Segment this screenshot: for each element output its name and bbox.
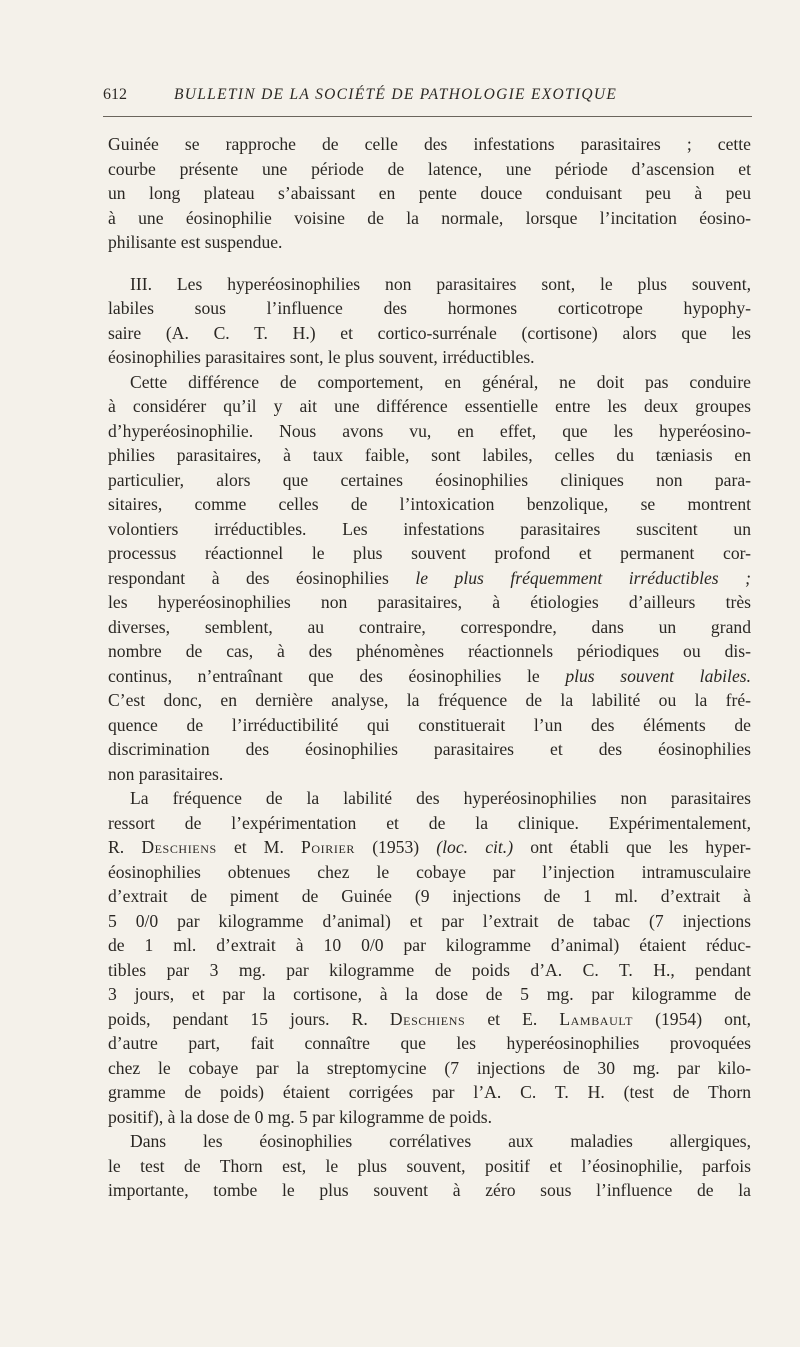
text-line: chez le cobaye par la streptomycine (7 injections de 30 mg. par kilo- bbox=[108, 1057, 751, 1078]
text-line: éosinophilies obtenues chez le cobaye par l’injection intramusculaire bbox=[108, 861, 751, 882]
text-line: d’hyperéosinophilie. Nous avons vu, en effet, que les hyperéosino- bbox=[108, 420, 751, 441]
text-line: éosinophilies parasitaires sont, le plus souvent, irréductibles. bbox=[108, 347, 535, 367]
text-segment: ont établi que les hyper- bbox=[513, 837, 751, 857]
text-line: La fréquence de la labilité des hyperéosinophilies non parasitaires bbox=[130, 788, 751, 808]
text-segment: poids, pendant 15 jours. R. bbox=[108, 1008, 390, 1029]
text-line: d’autre part, fait connaître que les hyperéosinophilies provoquées bbox=[108, 1033, 751, 1053]
text-segment: et E. bbox=[465, 1008, 560, 1029]
text-line bbox=[108, 664, 751, 689]
text-line: ressort de l’expérimentation et de la clinique. Expérimentalement, bbox=[108, 812, 751, 833]
page-number: 612 bbox=[103, 86, 127, 103]
text-line: processus réactionnel le plus souvent profond et permanent cor- bbox=[108, 543, 751, 563]
text-line bbox=[108, 1007, 751, 1032]
paragraph-1 bbox=[108, 132, 751, 255]
text-segment: (1954) ont, bbox=[633, 1008, 751, 1029]
paragraph-5 bbox=[108, 1129, 751, 1203]
text-line: importante, tombe le plus souvent à zéro sous l’influence de la bbox=[108, 1180, 751, 1200]
text-line: le test de Thorn est, le plus souvent, positif et l’éosinophilie, parfois bbox=[108, 1155, 751, 1176]
author-name: Deschiens bbox=[389, 1008, 466, 1029]
text-line bbox=[108, 566, 751, 591]
text-line: saire (A. C. T. H.) et cortico-surrénale (cortisone) alors que les bbox=[108, 322, 751, 343]
text-line: les hyperéosinophilies non parasitaires, à étiologies d’ailleurs très bbox=[108, 592, 751, 612]
citation: (loc. cit.) bbox=[436, 837, 514, 857]
text-line: de 1 ml. d’extrait à 10 0/0 par kilogramme d’animal) étaient réduc- bbox=[108, 935, 751, 955]
page-header bbox=[103, 86, 752, 117]
text-line: nombre de cas, à des phénomènes réactionnels périodiques ou dis- bbox=[108, 641, 751, 661]
italic-emphasis: plus souvent labiles. bbox=[565, 665, 751, 686]
text-line: gramme de poids) étaient corrigées par l’A. C. T. H. (test de Thorn bbox=[108, 1082, 751, 1102]
text-segment: et M. bbox=[216, 837, 302, 857]
text-line: positif), à la dose de 0 mg. 5 par kilogramme de poids. bbox=[108, 1106, 493, 1127]
author-name: Lambault bbox=[559, 1008, 634, 1029]
text-line: 5 0/0 par kilogramme d’animal) et par l’extrait de tabac (7 injections bbox=[108, 910, 751, 931]
body-text bbox=[108, 132, 751, 1203]
text-segment: respondant à des éosinophilies bbox=[108, 567, 416, 588]
text-line: philies parasitaires, à taux faible, sont labiles, celles du tæniasis en bbox=[108, 445, 751, 465]
text-segment: R. bbox=[108, 837, 142, 857]
text-line: labiles sous l’influence des hormones corticotrope hypophy- bbox=[108, 298, 751, 318]
text-segment: continus, n’entraînant que des éosinophilies le bbox=[108, 665, 566, 686]
paragraph-4 bbox=[108, 786, 751, 1129]
text-line: diverses, semblent, au contraire, correspondre, dans un grand bbox=[108, 616, 751, 637]
text-line: tibles par 3 mg. par kilogramme de poids d’A. C. T. H., pendant bbox=[108, 959, 751, 980]
text-line: un long plateau s’abaissant en pente douce conduisant peu à peu bbox=[108, 183, 751, 203]
text-line: particulier, alors que certaines éosinophilies cliniques non para- bbox=[108, 469, 751, 490]
text-line: 3 jours, et par la cortisone, à la dose de 5 mg. par kilogramme de bbox=[108, 984, 751, 1004]
text-line: Cette différence de comportement, en général, ne doit pas conduire bbox=[130, 371, 751, 392]
text-line: discrimination des éosinophilies parasitaires et des éosinophilies bbox=[108, 739, 751, 759]
text-line: philisante est suspendue. bbox=[108, 232, 283, 252]
text-line: III. Les hyperéosinophilies non parasitaires sont, le plus souvent, bbox=[130, 273, 751, 294]
text-line: courbe présente une période de latence, une période d’ascension et bbox=[108, 158, 751, 179]
italic-emphasis: le plus fréquemment irréductibles ; bbox=[415, 567, 751, 588]
running-head: BULLETIN DE LA SOCIÉTÉ DE PATHOLOGIE EXOTIQUE bbox=[174, 86, 618, 103]
text-line bbox=[108, 835, 751, 860]
text-line: d’extrait de piment de Guinée (9 injections de 1 ml. d’extrait à bbox=[108, 886, 751, 906]
text-line: à considérer qu’il y ait une différence essentielle entre les deux groupes bbox=[108, 396, 751, 416]
paragraph-3 bbox=[108, 370, 751, 787]
text-line: sitaires, comme celles de l’intoxication benzolique, se montrent bbox=[108, 494, 751, 514]
text-line: non parasitaires. bbox=[108, 763, 224, 784]
text-segment: (1953) bbox=[355, 837, 437, 857]
text-line: Dans les éosinophilies corrélatives aux maladies allergiques, bbox=[130, 1131, 751, 1151]
text-line: C’est donc, en dernière analyse, la fréquence de la labilité ou la fré- bbox=[108, 690, 751, 710]
text-line: volontiers irréductibles. Les infestations parasitaires suscitent un bbox=[108, 518, 751, 539]
text-line: à une éosinophilie voisine de la normale, lorsque l’incitation éosino- bbox=[108, 207, 751, 228]
author-name: Poirier bbox=[301, 837, 356, 857]
author-name: Deschiens bbox=[141, 837, 217, 857]
paragraph-2 bbox=[108, 272, 751, 370]
text-line: quence de l’irréductibilité qui constituerait l’un des éléments de bbox=[108, 714, 751, 735]
paragraph-gap bbox=[108, 255, 751, 272]
text-line: Guinée se rapproche de celle des infestations parasitaires ; cette bbox=[108, 134, 751, 154]
